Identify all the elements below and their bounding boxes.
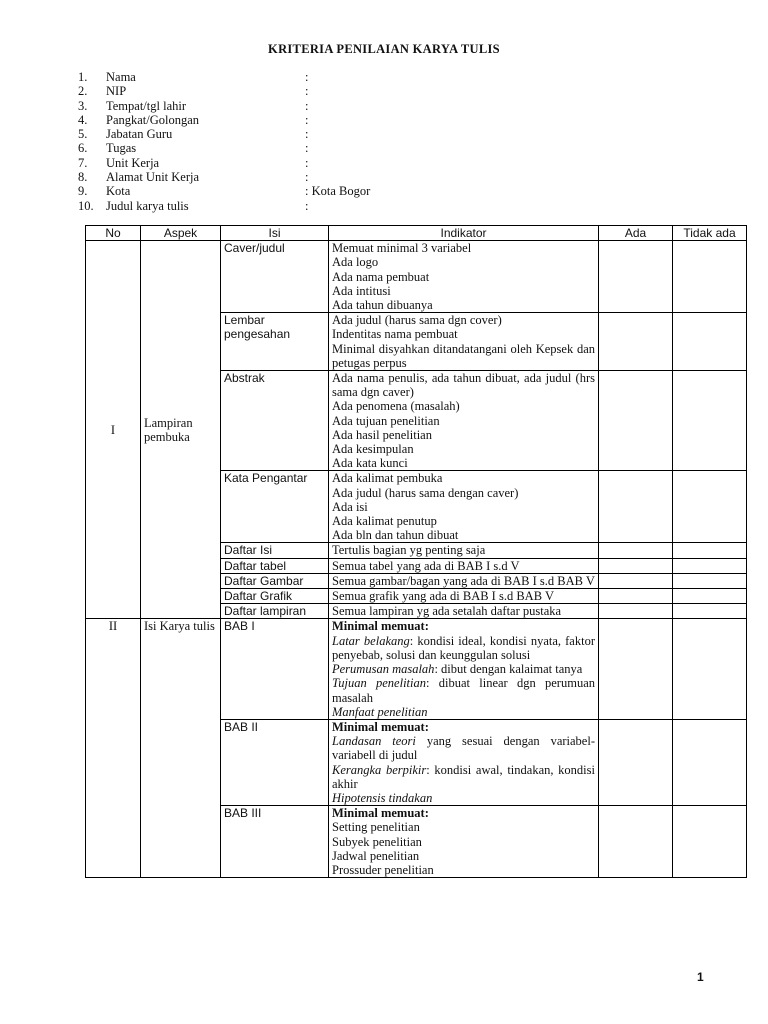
row-indikator <box>329 558 599 573</box>
indikator-item <box>332 820 595 834</box>
indikator-heading: Minimal memuat: <box>332 806 429 821</box>
indikator-item: Semua grafik yang ada di BAB I s.d BAB V <box>332 589 554 604</box>
row-indikator <box>329 313 599 371</box>
indikator-item: Memuat minimal 3 variabel <box>332 241 472 256</box>
indikator-item: Ada judul (harus sama dgn cover) <box>332 313 502 328</box>
field-label: Kota <box>106 184 131 199</box>
check-ada-cell <box>599 619 673 719</box>
field-value <box>305 70 308 84</box>
header-tidak-ada: Tidak ada <box>673 226 747 241</box>
field-label: Tempat/tgl lahir <box>106 98 187 113</box>
section-aspek <box>141 619 221 878</box>
row-isi: Kata Pengantar <box>221 471 329 543</box>
indikator-item <box>332 763 595 791</box>
indikator-item: Ada intitusi <box>332 283 391 298</box>
row-isi: Lembar pengesahan <box>221 313 329 371</box>
indikator-item: Minimal disyahkan ditandatangani oleh Kepsek dan petugas perpus <box>332 341 595 370</box>
field-row <box>78 156 718 170</box>
row-isi: Daftar Grafik <box>221 589 329 604</box>
indikator-item: Semua gambar/bagan yang ada di BAB I s.d BAB V <box>332 573 595 588</box>
header-aspek: Aspek <box>141 226 221 241</box>
check-ada-cell <box>599 806 673 878</box>
check-ada-cell <box>599 558 673 573</box>
indikator-item-text: : kondisi awal, tindakan, kondisi akhir <box>332 762 595 791</box>
field-value <box>305 170 308 184</box>
field-label: Tugas <box>106 141 137 156</box>
field-row <box>78 199 718 213</box>
indikator-item-emphasis: Latar belakang <box>332 633 410 648</box>
field-value <box>305 156 308 170</box>
indikator-item-emphasis: Hipotensis tindakan <box>332 790 433 805</box>
field-row <box>78 113 718 127</box>
page-title: KRITERIA PENILAIAN KARYA TULIS <box>268 42 500 56</box>
field-value-text: Kota Bogor <box>311 184 371 199</box>
indikator-item <box>332 791 595 805</box>
field-value <box>305 141 308 155</box>
header-ada: Ada <box>599 226 673 241</box>
field-row <box>78 70 718 84</box>
indikator-item <box>332 863 595 877</box>
row-isi: BAB III <box>221 806 329 878</box>
row-indikator <box>329 604 599 619</box>
check-ada-cell <box>599 543 673 558</box>
row-indikator <box>329 619 599 719</box>
page-number: 1 <box>697 970 704 984</box>
indikator-item: Ada isi <box>332 499 368 514</box>
row-indikator <box>329 543 599 558</box>
field-value <box>305 84 308 98</box>
indikator-item-emphasis: Landasan teori <box>332 734 416 749</box>
field-number: 1. <box>78 70 88 84</box>
indikator-item: Ada nama penulis, ada tahun dibuat, ada judul (hrs sama dgn caver) <box>332 371 595 400</box>
identity-fields <box>78 70 718 213</box>
indikator-item-text: : dibuat linear dgn perumuan masalah <box>332 676 595 705</box>
field-separator: : <box>305 70 309 84</box>
table-row <box>86 619 747 719</box>
header-no: No <box>86 226 141 241</box>
check-tidak-ada-cell <box>673 471 747 543</box>
indikator-item: Ada kalimat pembuka <box>332 471 443 486</box>
check-ada-cell <box>599 371 673 471</box>
indikator-item <box>332 835 595 849</box>
row-isi: Daftar Isi <box>221 543 329 558</box>
field-row <box>78 184 718 198</box>
row-isi: BAB I <box>221 619 329 719</box>
row-isi: Daftar Gambar <box>221 573 329 588</box>
table-row <box>86 241 747 313</box>
indikator-item: Semua tabel yang ada di BAB I s.d V <box>332 558 520 573</box>
indikator-item: Tertulis bagian yg penting saja <box>332 543 486 558</box>
check-ada-cell <box>599 471 673 543</box>
indikator-item <box>332 634 595 662</box>
indikator-heading: Minimal memuat: <box>332 619 429 634</box>
check-ada-cell <box>599 241 673 313</box>
field-row <box>78 99 718 113</box>
row-indikator <box>329 573 599 588</box>
table-header-row <box>86 226 747 241</box>
section-no: I <box>86 241 141 619</box>
header-isi: Isi <box>221 226 329 241</box>
field-row <box>78 141 718 155</box>
check-tidak-ada-cell <box>673 241 747 313</box>
row-indikator <box>329 589 599 604</box>
indikator-item <box>332 705 595 719</box>
indikator-item-emphasis: Perumusan masalah <box>332 662 435 677</box>
indikator-item: Ada tahun dibuanya <box>332 298 433 313</box>
check-tidak-ada-cell <box>673 371 747 471</box>
indikator-item: Ada kata kunci <box>332 456 408 471</box>
field-separator: : <box>305 98 309 113</box>
field-separator: : <box>305 127 309 142</box>
field-row <box>78 170 718 184</box>
indikator-item: Ada logo <box>332 255 379 270</box>
indikator-item-emphasis: Manfaat penelitian <box>332 704 428 719</box>
indikator-item-emphasis: Tujuan penelitian <box>332 676 426 691</box>
field-separator: : <box>305 155 309 170</box>
row-indikator <box>329 719 599 805</box>
field-label: Judul karya tulis <box>106 198 189 213</box>
field-value <box>305 127 308 141</box>
indikator-item-text: Subyek penelitian <box>332 834 422 849</box>
indikator-item: Ada penomena (masalah) <box>332 399 460 414</box>
indikator-item-text: Setting penelitian <box>332 820 420 835</box>
check-tidak-ada-cell <box>673 619 747 719</box>
section-no: II <box>86 619 141 878</box>
field-row <box>78 84 718 98</box>
field-value <box>305 184 370 198</box>
check-ada-cell <box>599 589 673 604</box>
field-separator: : <box>305 141 309 156</box>
indikator-item-text: : dibut dengan kalaimat tanya <box>434 662 583 677</box>
field-number: 10. <box>78 198 94 213</box>
field-separator: : <box>305 170 309 185</box>
indikator-item <box>332 849 595 863</box>
section-aspek <box>141 241 221 619</box>
check-tidak-ada-cell <box>673 719 747 805</box>
field-number: 8. <box>78 170 88 185</box>
check-ada-cell <box>599 719 673 805</box>
field-row <box>78 127 718 141</box>
indikator-item <box>332 734 595 762</box>
row-isi: BAB II <box>221 719 329 805</box>
field-separator: : <box>305 84 309 99</box>
indikator-item: Ada nama pembuat <box>332 269 430 284</box>
field-number: 3. <box>78 98 88 113</box>
field-separator: : <box>305 198 309 213</box>
check-tidak-ada-cell <box>673 806 747 878</box>
check-ada-cell <box>599 573 673 588</box>
check-ada-cell <box>599 313 673 371</box>
check-ada-cell <box>599 604 673 619</box>
check-tidak-ada-cell <box>673 589 747 604</box>
check-tidak-ada-cell <box>673 573 747 588</box>
field-label: Alamat Unit Kerja <box>106 170 200 185</box>
row-indikator <box>329 806 599 878</box>
field-number: 6. <box>78 141 88 156</box>
check-tidak-ada-cell <box>673 558 747 573</box>
indikator-item-text: yang sesuai dengan variabel-variabell di judul <box>332 734 595 763</box>
field-value <box>305 199 308 213</box>
row-isi: Daftar tabel <box>221 558 329 573</box>
field-number: 7. <box>78 155 88 170</box>
indikator-heading: Minimal memuat: <box>332 719 429 734</box>
indikator-item: Ada kalimat penutup <box>332 514 437 529</box>
check-tidak-ada-cell <box>673 313 747 371</box>
header-indikator: Indikator <box>329 226 599 241</box>
indikator-item: Ada kesimpulan <box>332 442 414 457</box>
indikator-item: Indentitas nama pembuat <box>332 327 458 342</box>
indikator-item: Ada judul (harus sama dengan caver) <box>332 485 519 500</box>
row-isi: Caver/judul <box>221 241 329 313</box>
row-indikator <box>329 471 599 543</box>
section-aspek-text: Isi Karya tulis <box>144 619 215 634</box>
row-isi: Abstrak <box>221 371 329 471</box>
indikator-item <box>332 676 595 704</box>
field-label: NIP <box>106 84 127 99</box>
field-value <box>305 113 308 127</box>
field-separator: : <box>305 112 309 127</box>
indikator-item: Semua lampiran yg ada setalah daftar pustaka <box>332 604 562 619</box>
indikator-item: Ada hasil penelitian <box>332 427 432 442</box>
field-number: 9. <box>78 184 88 199</box>
field-label: Pangkat/Golongan <box>106 112 200 127</box>
indikator-item-text: Jadwal penelitian <box>332 848 420 863</box>
check-tidak-ada-cell <box>673 604 747 619</box>
indikator-item-emphasis: Kerangka berpikir <box>332 762 427 777</box>
field-label: Unit Kerja <box>106 155 160 170</box>
section-aspek-text: Lampiran pembuka <box>144 415 193 444</box>
indikator-item <box>332 662 595 676</box>
indikator-item: Ada bln dan tahun dibuat <box>332 528 459 543</box>
indikator-item-text: Prossuder penelitian <box>332 862 434 877</box>
field-label: Nama <box>106 70 136 84</box>
indikator-item-text: : kondisi ideal, kondisi nyata, faktor penyebab, solusi dan keunggulan solusi <box>332 633 595 662</box>
check-tidak-ada-cell <box>673 543 747 558</box>
field-separator: : <box>305 184 309 199</box>
field-number: 5. <box>78 127 88 142</box>
row-indikator <box>329 371 599 471</box>
criteria-table <box>85 225 747 878</box>
row-isi: Daftar lampiran <box>221 604 329 619</box>
field-number: 2. <box>78 84 88 99</box>
indikator-item: Ada tujuan penelitian <box>332 413 440 428</box>
row-indikator <box>329 241 599 313</box>
field-value <box>305 99 308 113</box>
field-label: Jabatan Guru <box>106 127 173 142</box>
field-number: 4. <box>78 112 88 127</box>
